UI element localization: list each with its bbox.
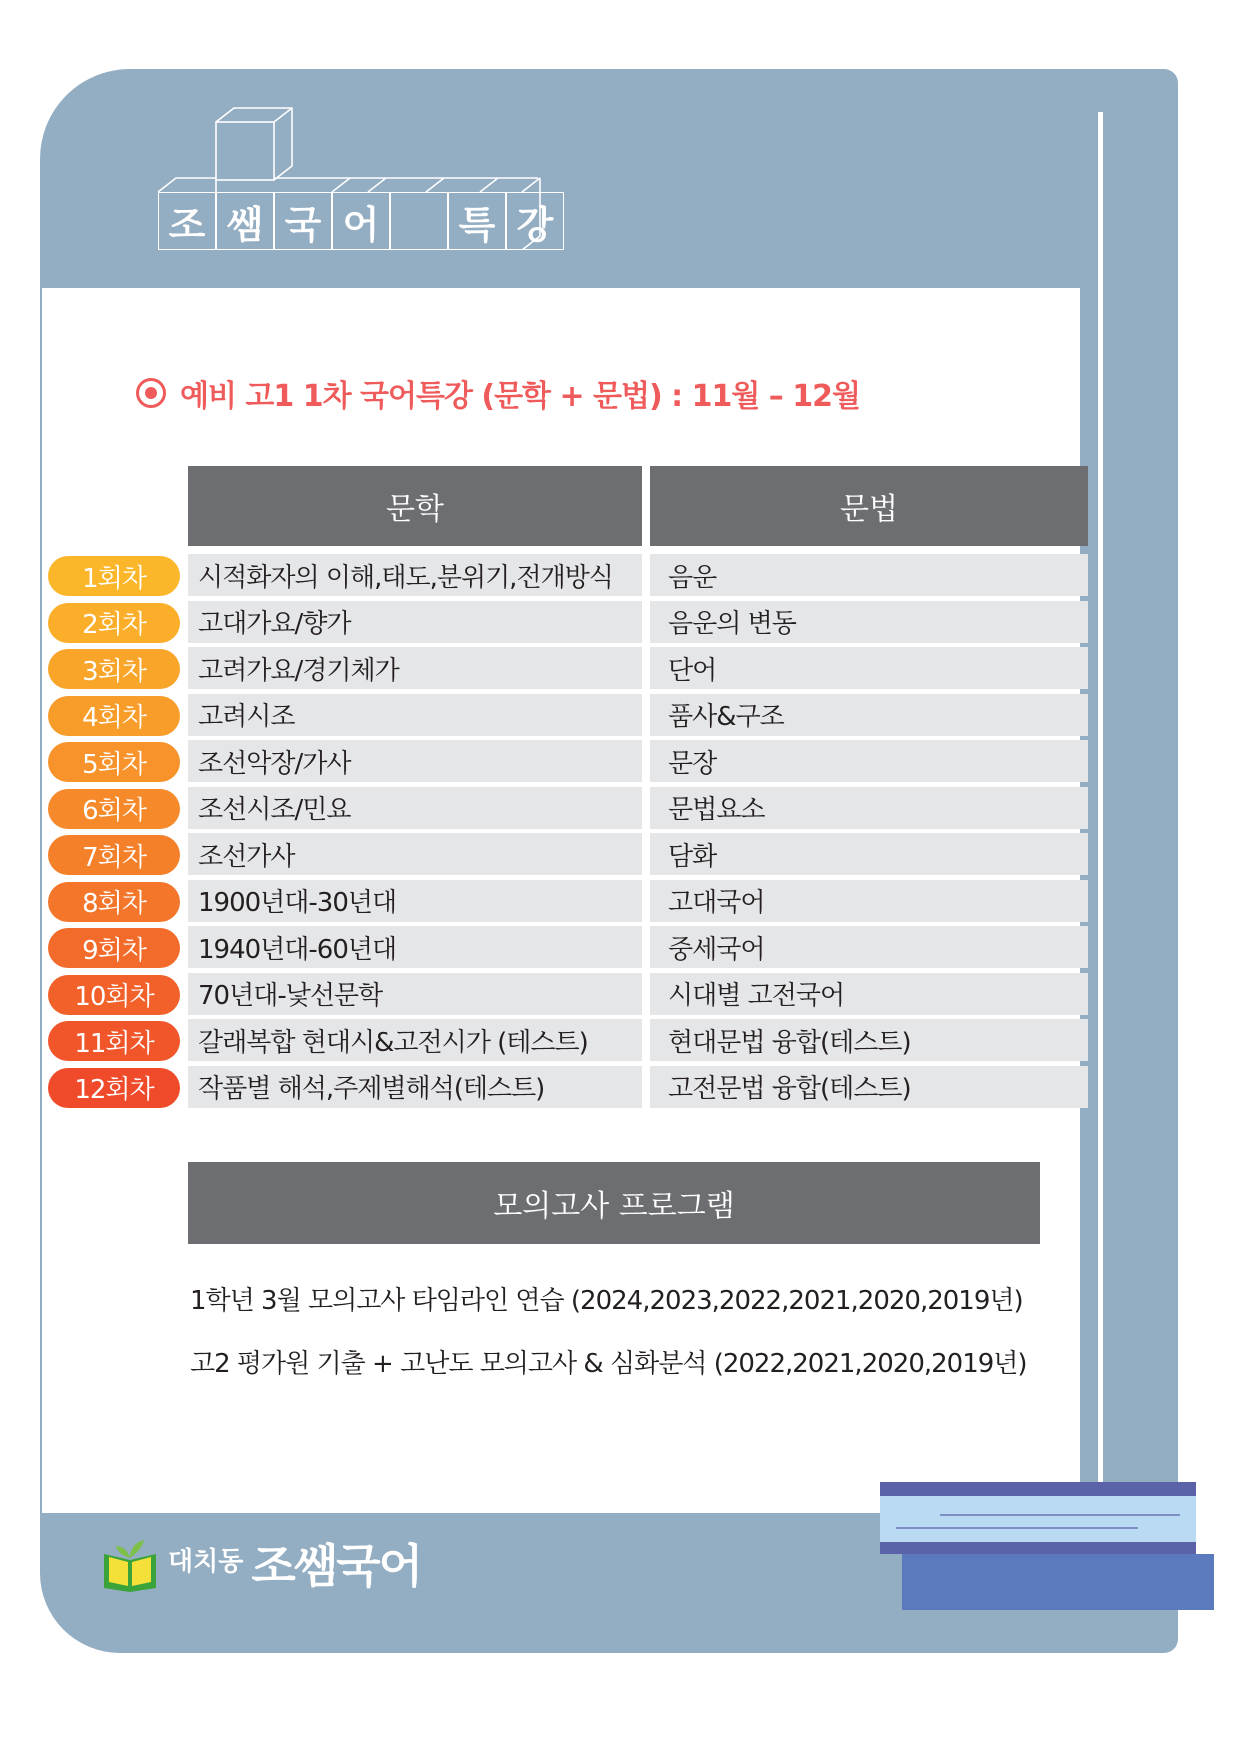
frame-divider-line <box>1098 112 1103 1498</box>
session-row <box>48 880 1048 927</box>
grammar-topic: 고전문법 융합(테스트) <box>650 1066 1088 1108</box>
literature-topic: 작품별 해석,주제별해석(테스트) <box>188 1066 642 1108</box>
session-row <box>48 601 1048 648</box>
grammar-column-header: 문법 <box>650 466 1088 546</box>
literature-topic: 갈래복합 현대시&고전시가 (테스트) <box>188 1019 642 1061</box>
session-badge: 4회차 <box>48 696 180 736</box>
literature-topic: 70년대-낯선문학 <box>188 973 642 1015</box>
cube-letter-6: 강 <box>506 192 564 250</box>
literature-topic: 조선시조/민요 <box>188 787 642 829</box>
book-sprout-icon <box>100 1534 160 1592</box>
session-row <box>48 647 1048 694</box>
grammar-topic: 시대별 고전국어 <box>650 973 1088 1015</box>
grammar-topic: 품사&구조 <box>650 694 1088 736</box>
grammar-topic: 단어 <box>650 647 1088 689</box>
literature-topic: 조선가사 <box>188 833 642 875</box>
literature-topic: 고려가요/경기체가 <box>188 647 642 689</box>
session-badge: 6회차 <box>48 789 180 829</box>
session-badge: 11회차 <box>48 1021 180 1061</box>
literature-column-header: 문학 <box>188 466 642 546</box>
session-badge: 9회차 <box>48 928 180 968</box>
mock-exam-line-2: 고2 평가원 기출 + 고난도 모의고사 & 심화분석 (2022,2021,2020,2019년) <box>190 1349 1027 1379</box>
literature-topic: 고대가요/향가 <box>188 601 642 643</box>
literature-topic: 1940년대-60년대 <box>188 926 642 968</box>
grammar-topic: 문법요소 <box>650 787 1088 829</box>
literature-topic: 시적화자의 이해,태도,분위기,전개방식 <box>188 554 642 596</box>
logo-small-text: 대치동 <box>168 1546 244 1577</box>
title-cubes <box>150 100 610 250</box>
literature-topic: 고려시조 <box>188 694 642 736</box>
session-badge: 1회차 <box>48 556 180 596</box>
session-row <box>48 833 1048 880</box>
literature-topic: 조선악장/가사 <box>188 740 642 782</box>
cube-blank <box>390 192 448 250</box>
academy-logo <box>100 1530 421 1596</box>
course-headline <box>136 370 860 416</box>
mock-exam-line-1: 1학년 3월 모의고사 타임라인 연습 (2024,2023,2022,2021,2020,2019년) <box>190 1286 1023 1316</box>
books-illustration <box>878 1480 1218 1610</box>
cube-letter-2: 쌤 <box>216 192 274 250</box>
session-row <box>48 973 1048 1020</box>
session-badge: 8회차 <box>48 882 180 922</box>
mock-exam-header: 모의고사 프로그램 <box>188 1162 1040 1244</box>
session-row <box>48 1019 1048 1066</box>
session-row <box>48 787 1048 834</box>
cube-letter-4: 어 <box>332 192 390 250</box>
session-badge: 2회차 <box>48 603 180 643</box>
grammar-topic: 음운의 변동 <box>650 601 1088 643</box>
session-row <box>48 926 1048 973</box>
cube-letter-1: 조 <box>158 192 216 250</box>
session-row <box>48 554 1048 601</box>
grammar-topic: 중세국어 <box>650 926 1088 968</box>
session-row <box>48 1066 1048 1113</box>
session-badge: 5회차 <box>48 742 180 782</box>
literature-topic: 1900년대-30년대 <box>188 880 642 922</box>
session-row <box>48 740 1048 787</box>
session-row <box>48 694 1048 741</box>
session-badge: 7회차 <box>48 835 180 875</box>
headline-text: 예비 고1 1차 국어특강 (문학 + 문법) : 11월 – 12월 <box>180 379 860 414</box>
session-badge: 10회차 <box>48 975 180 1015</box>
cube-letter-5: 특 <box>448 192 506 250</box>
grammar-topic: 음운 <box>650 554 1088 596</box>
session-badge: 3회차 <box>48 649 180 689</box>
grammar-topic: 문장 <box>650 740 1088 782</box>
logo-big-text: 조쌤국어 <box>251 1539 422 1593</box>
grammar-topic: 현대문법 융합(테스트) <box>650 1019 1088 1061</box>
bullseye-icon <box>136 378 166 408</box>
session-table <box>48 554 1048 1112</box>
grammar-topic: 담화 <box>650 833 1088 875</box>
session-badge: 12회차 <box>48 1068 180 1108</box>
grammar-topic: 고대국어 <box>650 880 1088 922</box>
cube-letter-3: 국 <box>274 192 332 250</box>
